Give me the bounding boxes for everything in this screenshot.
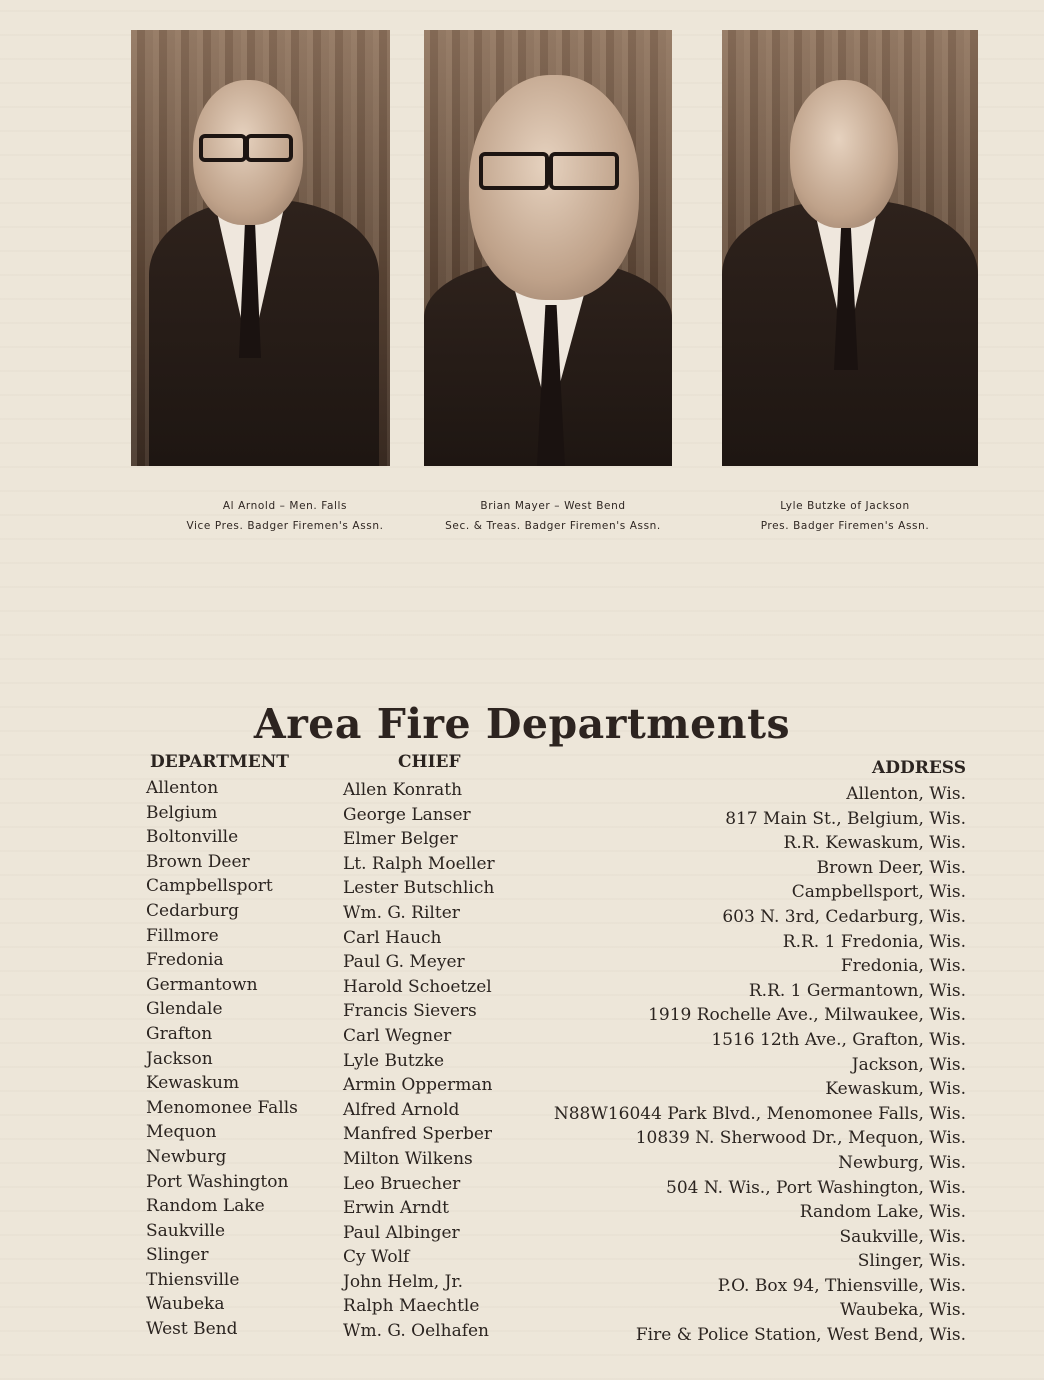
chief-name: John Helm, Jr. <box>343 1271 464 1292</box>
department-name: Waubeka <box>146 1294 225 1315</box>
chief-name: Lester Butschlich <box>343 878 495 899</box>
department-name: Kewaskum <box>146 1073 240 1094</box>
photo-al-arnold <box>131 30 390 466</box>
department-address: Campbellsport, Wis. <box>791 882 966 903</box>
caption-name: Lyle Butzke of Jackson <box>780 500 910 512</box>
chief-name: Allen Konrath <box>343 780 463 800</box>
chief-name: Paul Albinger <box>343 1222 460 1243</box>
chief-name: Lt. Ralph Moeller <box>343 853 495 874</box>
department-address: Newburg, Wis. <box>838 1152 966 1173</box>
address-header: ADDRESS <box>872 758 966 778</box>
chief-name: Carl Hauch <box>343 927 442 948</box>
department-address: 1919 Rochelle Ave., Milwaukee, Wis. <box>648 1005 966 1026</box>
caption-title: Sec. & Treas. Badger Firemen's Assn. <box>445 520 661 532</box>
department-name: Newburg <box>146 1146 227 1167</box>
department-name: Saukville <box>146 1220 226 1241</box>
department-name: Germantown <box>146 974 258 995</box>
photo-caption-brian-mayer <box>408 496 698 536</box>
department-name: Random Lake <box>146 1196 265 1217</box>
chief-name: Milton Wilkens <box>343 1148 473 1169</box>
chief-name: Manfred Sperber <box>343 1124 493 1145</box>
caption-name: Al Arnold – Men. Falls <box>222 500 348 512</box>
chief-name: George Lanser <box>343 804 471 825</box>
department-name: Port Washington <box>146 1171 289 1192</box>
department-address: Slinger, Wis. <box>857 1251 966 1272</box>
department-name: Glendale <box>146 999 223 1020</box>
page-title: Area Fire Departments <box>253 700 791 748</box>
department-address: 504 N. Wis., Port Washington, Wis. <box>666 1177 966 1198</box>
department-address: Random Lake, Wis. <box>799 1202 966 1223</box>
department-address: 603 N. 3rd, Cedarburg, Wis. <box>722 906 966 927</box>
department-address: R.R. 1 Fredonia, Wis. <box>782 931 966 952</box>
department-address: Brown Deer, Wis. <box>816 857 966 878</box>
department-address: Waubeka, Wis. <box>839 1300 966 1321</box>
department-address: Fire & Police Station, West Bend, Wis. <box>635 1325 966 1346</box>
department-name: West Bend <box>146 1319 238 1340</box>
department-name: Menomonee Falls <box>146 1097 298 1118</box>
chief-name: Leo Bruecher <box>343 1173 461 1194</box>
department-address: P.O. Box 94, Thiensville, Wis. <box>717 1275 966 1296</box>
photo-lyle-butzke <box>722 30 978 466</box>
caption-title: Pres. Badger Firemen's Assn. <box>760 520 930 532</box>
caption-title: Vice Pres. Badger Firemen's Assn. <box>186 520 384 532</box>
department-address: Kewaskum, Wis. <box>825 1079 966 1100</box>
photo-brian-mayer <box>424 30 672 466</box>
department-name: Brown Deer <box>146 851 250 872</box>
department-name: Thiensville <box>146 1269 240 1290</box>
department-name: Jackson <box>146 1048 213 1069</box>
chief-name: Cy Wolf <box>343 1247 410 1268</box>
chief-name: Alfred Arnold <box>343 1099 460 1120</box>
department-address: Jackson, Wis. <box>851 1054 966 1075</box>
department-address: Fredonia, Wis. <box>840 956 966 977</box>
chief-name: Wm. G. Oelhafen <box>343 1321 490 1342</box>
department-address: R.R. Kewaskum, Wis. <box>783 833 966 854</box>
department-address: Allenton, Wis. <box>846 784 966 804</box>
chief-name: Elmer Belger <box>343 829 458 850</box>
department-address: R.R. 1 Germantown, Wis. <box>748 980 966 1001</box>
chief-name: Ralph Maechtle <box>343 1296 480 1317</box>
department-name: Allenton <box>146 778 219 798</box>
department-name: Fredonia <box>146 950 224 971</box>
department-address: Saukville, Wis. <box>839 1226 966 1247</box>
department-address: 10839 N. Sherwood Dr., Mequon, Wis. <box>635 1128 966 1149</box>
department-address: N88W16044 Park Blvd., Menomonee Falls, Wis. <box>553 1103 966 1124</box>
chief-name: Carl Wegner <box>343 1025 452 1046</box>
department-name: Slinger <box>146 1245 209 1266</box>
chief-name: Francis Sievers <box>343 1001 477 1022</box>
chief-name: Harold Schoetzel <box>343 976 492 997</box>
department-name: Fillmore <box>146 925 219 946</box>
photo-caption-lyle-butzke <box>700 496 990 536</box>
department-name: Campbellsport <box>146 876 273 897</box>
department-name: Belgium <box>146 802 218 823</box>
chief-name: Armin Opperman <box>343 1075 493 1096</box>
department-address: 817 Main St., Belgium, Wis. <box>725 808 966 829</box>
address-column <box>446 782 966 1348</box>
chief-name: Lyle Butzke <box>343 1050 445 1071</box>
chief-name: Erwin Arndt <box>343 1198 449 1219</box>
department-address: 1516 12th Ave., Grafton, Wis. <box>711 1029 966 1050</box>
photo-caption-al-arnold <box>140 496 430 536</box>
department-column <box>146 776 298 1342</box>
chief-name: Wm. G. Rilter <box>343 902 460 923</box>
department-name: Cedarburg <box>146 900 240 921</box>
caption-name: Brian Mayer – West Bend <box>480 500 626 512</box>
department-name: Mequon <box>146 1122 217 1143</box>
chief-header: CHIEF <box>398 752 461 772</box>
department-header: DEPARTMENT <box>150 752 289 772</box>
department-name: Grafton <box>146 1023 213 1044</box>
department-name: Boltonville <box>146 827 239 848</box>
chief-name: Paul G. Meyer <box>343 952 465 973</box>
